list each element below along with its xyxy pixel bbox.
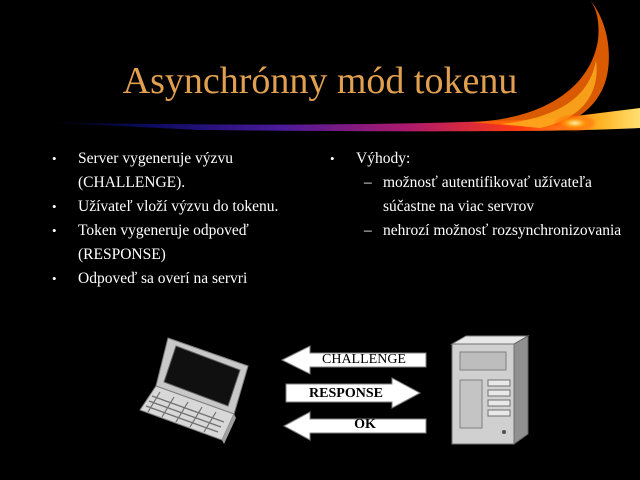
bullet-icon: • <box>52 223 57 238</box>
bullet-text: Token vygeneruje odpoveď (RESPONSE) <box>78 222 249 263</box>
server-tower-icon <box>448 334 530 446</box>
list-item <box>52 267 332 291</box>
sub-list-item <box>330 171 630 219</box>
bullet-icon: • <box>52 271 57 286</box>
list-item <box>52 219 332 267</box>
challenge-label: CHALLENGE <box>322 352 406 367</box>
laptop-icon <box>138 336 258 444</box>
list-item <box>52 147 332 195</box>
dash-icon: – <box>364 222 372 239</box>
bullet-text: Výhody: <box>356 150 411 167</box>
dash-icon: – <box>364 174 372 191</box>
bullet-text: Server vygeneruje výzvu (CHALLENGE). <box>78 150 233 191</box>
sub-item-text: nehrozí možnosť rozsynchronizovania <box>383 222 622 239</box>
bullet-icon: • <box>330 151 335 166</box>
left-bullet-list <box>52 147 332 291</box>
right-bullet-list <box>330 147 630 243</box>
list-item <box>330 147 630 171</box>
slide-title: Asynchrónny mód tokenu <box>122 60 518 102</box>
bullet-text: Odpoveď sa overí na servri <box>78 270 248 287</box>
bullet-icon: • <box>52 199 57 214</box>
response-label: RESPONSE <box>309 386 383 401</box>
ok-label: OK <box>354 417 376 432</box>
bullet-icon: • <box>52 151 57 166</box>
bullet-text: Užívateľ vloží výzvu do tokenu. <box>78 198 279 215</box>
list-item <box>52 195 332 219</box>
sub-list-item <box>330 219 630 243</box>
sub-item-text: možnosť autentifikovať užívateľa súčastne na viac servrov <box>383 174 592 215</box>
